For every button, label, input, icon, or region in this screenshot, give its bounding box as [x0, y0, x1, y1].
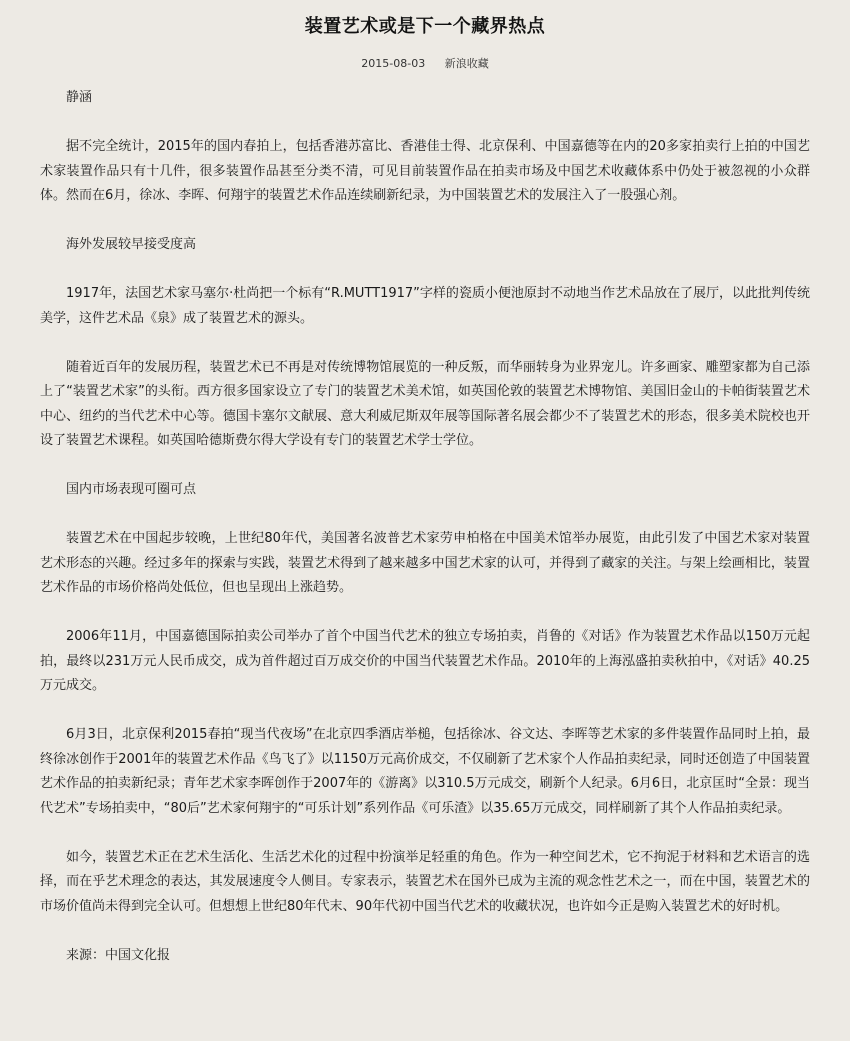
section-heading-domestic: 国内市场表现可圈可点: [66, 482, 197, 497]
paragraph-2006-auction: 2006年11月，中国嘉德国际拍卖公司举办了首个中国当代艺术的独立专场拍卖，肖鲁的《对话》作为装置艺术作品以150万元起拍，最终以231万元人民币成交，成为首件超过百万成交价的中国当代装置艺术作品。2010年的上海泓盛拍卖秋拍中，《对话》40.25万元成交。: [40, 629, 810, 693]
article-body: [40, 86, 810, 968]
article-title: 装置艺术或是下一个藏界热点: [304, 16, 546, 37]
paragraph-china-origin: 装置艺术在中国起步较晚，上世纪80年代，美国著名波普艺术家劳申柏格在中国美术馆举办展览，由此引发了中国艺术家对装置艺术形态的兴趣。经过多年的探索与实践，装置艺术得到了越来越多中国艺术家的认可，并得到了藏家的关注。与架上绘画相比，装置艺术作品的市场价格尚处低位，但也呈现出上涨趋势。: [40, 531, 810, 595]
source-credit: 来源：中国文化报: [66, 947, 171, 963]
paragraph-intro: 据不完全统计，2015年的国内春拍上，包括香港苏富比、香港佳士得、北京保利、中国嘉德等在内的20多家拍卖行上拍的中国艺术家装置作品只有十几件，很多装置作品甚至分类不清，可见目前装置作品在拍卖市场及中国艺术收藏体系中仍处于被忽视的小众群体。然而在6月，徐冰、李晖、何翔宇的装置艺术作品连续刷新纪录，为中国装置艺术的发展注入了一股强心剂。: [40, 139, 810, 203]
publish-date: 2015-08-03: [361, 57, 426, 70]
paragraph-duchamp: 1917年，法国艺术家马塞尔·杜尚把一个标有“R.MUTT1917”字样的瓷质小便池原封不动地当作艺术品放在了展厅，以此批判传统美学，这件艺术品《泉》成了装置艺术的源头。: [40, 286, 810, 326]
paragraph-june-auctions: 6月3日，北京保利2015春拍“现当代夜场”在北京四季酒店举槌，包括徐冰、谷文达、李晖等艺术家的多件装置作品同时上拍，最终徐冰创作于2001年的装置艺术作品《鸟飞了》以1150万元高价成交，不仅刷新了艺术家个人作品拍卖纪录，同时还创造了中国装置艺术作品的拍卖新纪录；青年艺术家李晖创作于2007年的《游离》以310.5万元成交，刷新个人纪录。6月6日，北京匡时“全景：现当代艺术”专场拍卖中，“80后”艺术家何翔宇的“可乐计划”系列作品《可乐渣》以35.65万元成交，同样刷新了其个人作品拍卖纪录。: [40, 727, 810, 816]
paragraph-history: 随着近百年的发展历程，装置艺术已不再是对传统博物馆展览的一种反叛，而华丽转身为业界宠儿。许多画家、雕塑家都为自己添上了“装置艺术家”的头衔。西方很多国家设立了专门的装置艺术美术馆，如英国伦敦的装置艺术博物馆、美国旧金山的卡帕街装置艺术中心、纽约的当代艺术中心等。德国卡塞尔文献展、意大利威尼斯双年展等国际著名展会都少不了装置艺术的形态，很多美术院校也开设了装置艺术课程。如英国哈德斯费尔得大学设有专门的装置艺术学士学位。: [40, 359, 810, 448]
article-meta: [40, 56, 810, 72]
author-name: 静涵: [66, 90, 93, 105]
section-heading-overseas: 海外发展较早接受度高: [66, 237, 197, 252]
paragraph-outlook: 如今，装置艺术正在艺术生活化、生活艺术化的过程中扮演举足轻重的角色。作为一种空间艺术，它不拘泥于材料和艺术语言的选择，而在乎艺术理念的表达，其发展速度令人侧目。专家表示，装置艺术在国外已成为主流的观念性艺术之一，而在中国，装置艺术的市场价值尚未得到完全认可。但想想上世纪80年代末、90年代初中国当代艺术的收藏状况，也许如今正是购入装置艺术的好时机。: [40, 849, 810, 914]
source-name: 新浪收藏: [444, 57, 489, 70]
